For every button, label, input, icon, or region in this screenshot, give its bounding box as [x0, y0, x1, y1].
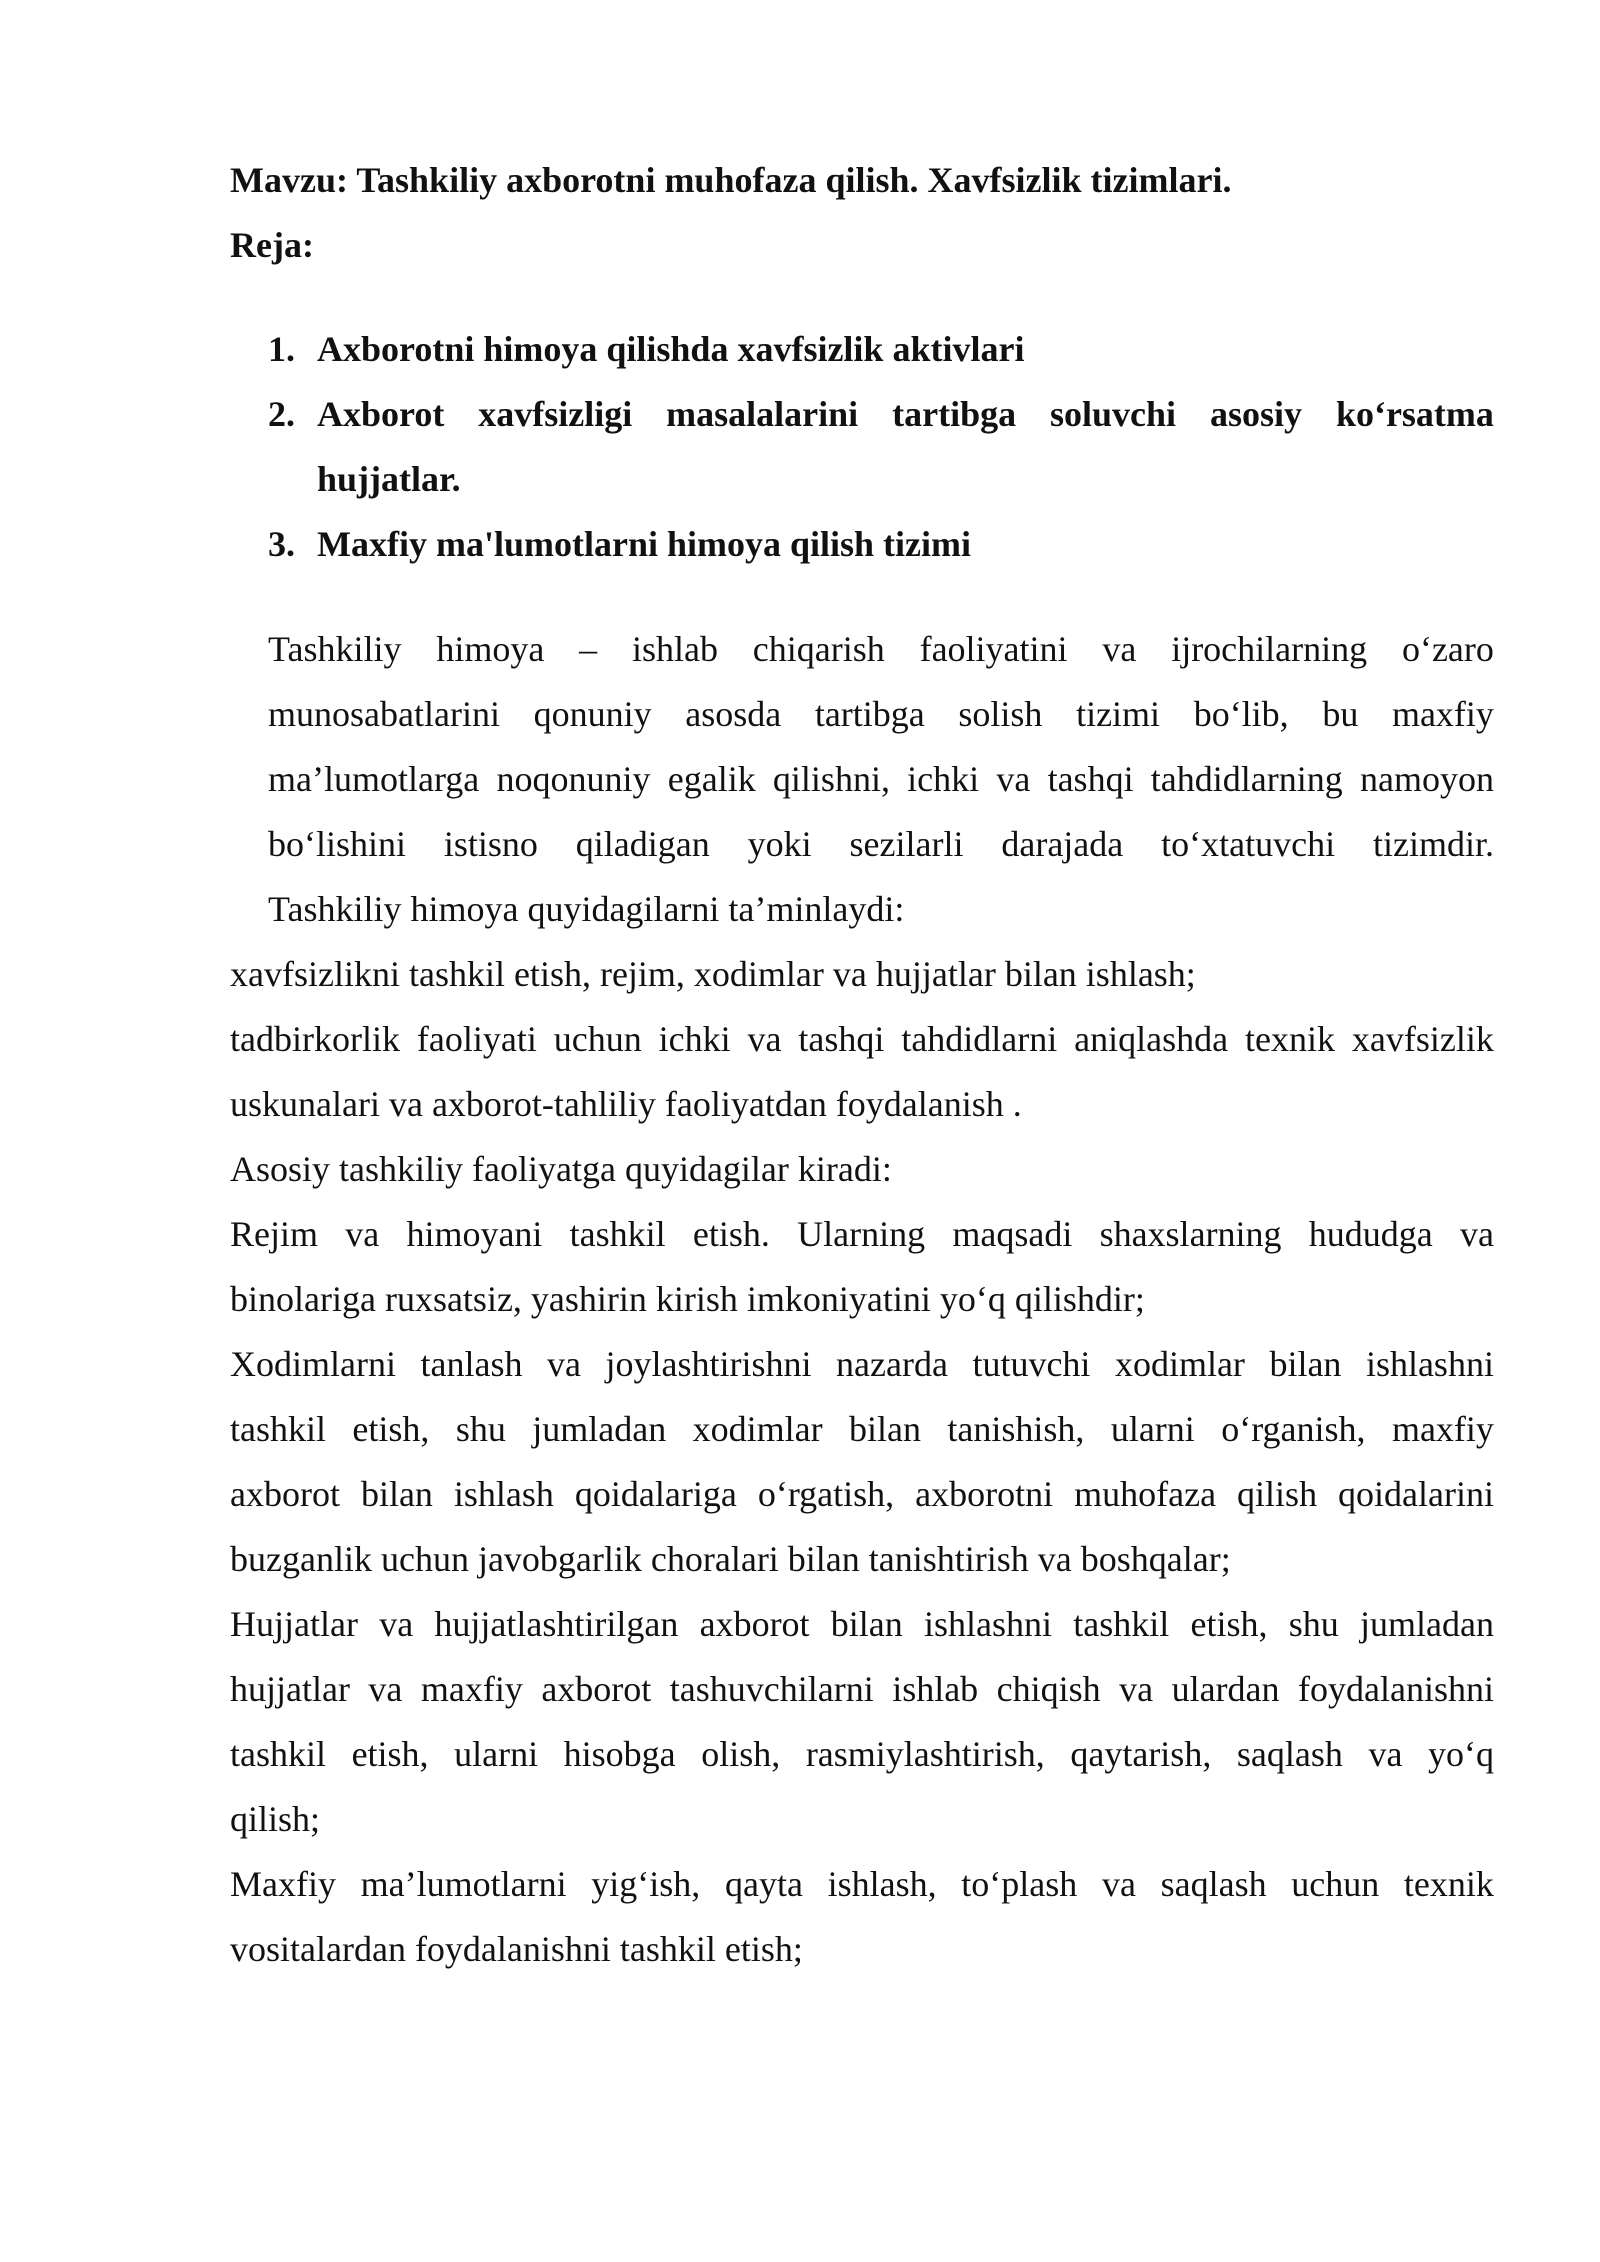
- word: maxfiy: [1391, 694, 1494, 734]
- word: hujjatlar: [230, 1669, 350, 1709]
- word: va: [996, 759, 1031, 799]
- word: tahdidlarni: [901, 1019, 1058, 1059]
- word: tartibga: [892, 394, 1017, 434]
- word: egalik: [667, 759, 756, 799]
- word: ichki: [658, 1019, 731, 1059]
- word: sezilarli: [849, 824, 964, 864]
- word: qaytarish,: [1070, 1734, 1212, 1774]
- word: va: [547, 1344, 581, 1384]
- word: etish,: [1190, 1604, 1268, 1644]
- plan-item: [268, 317, 1494, 382]
- word: va: [379, 1604, 414, 1644]
- word: axborot: [699, 1604, 810, 1644]
- word: himoya: [436, 629, 545, 669]
- word: saqlash: [1236, 1734, 1343, 1774]
- word: texnik: [1403, 1864, 1494, 1904]
- word: to‘xtatuvchi: [1161, 824, 1336, 864]
- word: rasmiylashtirish,: [805, 1734, 1045, 1774]
- word: ishlab: [631, 629, 718, 669]
- word: ulardan: [1171, 1669, 1280, 1709]
- word: yig‘ish,: [591, 1864, 701, 1904]
- word: jumladan: [532, 1409, 667, 1449]
- word: –: [579, 629, 598, 669]
- word: qoidalariga: [574, 1474, 737, 1514]
- plan-item-number: 2.: [268, 394, 295, 434]
- word: tashqi: [1047, 759, 1134, 799]
- body-line: [230, 1007, 1494, 1072]
- word: istisno: [443, 824, 538, 864]
- word: bilan: [849, 1409, 921, 1449]
- word: ishlashni: [924, 1604, 1053, 1644]
- plan-item-text: hujjatlar.: [317, 459, 461, 499]
- word: tashuvchilarni: [669, 1669, 874, 1709]
- body-line: [230, 1462, 1494, 1527]
- intro-line: [268, 812, 1494, 877]
- body-line: Asosiy tashkiliy faoliyatga quyidagilar kiradi:: [230, 1149, 892, 1189]
- word: qonuniy: [533, 694, 652, 734]
- word: joylashtirishni: [605, 1344, 812, 1384]
- word: va: [1119, 1669, 1154, 1709]
- word: xavfsizligi: [478, 394, 633, 434]
- word: ishlashni: [1365, 1344, 1494, 1384]
- word: tashkil: [569, 1214, 666, 1254]
- word: foydalanishni: [1298, 1669, 1494, 1709]
- body-line: [230, 1592, 1494, 1657]
- word: xavfsizlik: [1351, 1019, 1494, 1059]
- plan-list: [268, 317, 1494, 577]
- plan-item: [268, 512, 1494, 577]
- word: ma’lumotlarni: [360, 1864, 567, 1904]
- word: tashkil: [230, 1734, 326, 1774]
- intro-line: [268, 747, 1494, 812]
- word: Ularning: [797, 1214, 926, 1254]
- word: ularni: [454, 1734, 539, 1774]
- word: va: [747, 1019, 782, 1059]
- body-line: qilish;: [230, 1799, 321, 1839]
- word: asosda: [685, 694, 782, 734]
- word: tutuvchi: [972, 1344, 1091, 1384]
- plan-item-number: 3.: [268, 524, 295, 564]
- body-text: [230, 942, 1494, 1982]
- word: qoidalarini: [1338, 1474, 1494, 1514]
- word: bo‘lishini: [268, 824, 407, 864]
- word: faoliyatini: [919, 629, 1068, 669]
- word: qayta: [724, 1864, 803, 1904]
- body-line: buzganlik uchun javobgarlik choralari bilan tanishtirish va boshqalar;: [230, 1539, 1231, 1579]
- word: bilan: [360, 1474, 433, 1514]
- word: ishlab: [892, 1669, 979, 1709]
- word: asosiy: [1209, 394, 1303, 434]
- word: etish,: [351, 1734, 429, 1774]
- word: axborot: [541, 1669, 652, 1709]
- word: xodimlar: [1114, 1344, 1245, 1384]
- word: muhofaza: [1074, 1474, 1217, 1514]
- word: tanishish,: [947, 1409, 1085, 1449]
- word: qiladigan: [575, 824, 710, 864]
- word: va: [345, 1214, 380, 1254]
- word: saqlash: [1160, 1864, 1267, 1904]
- word: munosabatlarini: [268, 694, 500, 734]
- body-line: [230, 1332, 1494, 1397]
- word: yoki: [747, 824, 812, 864]
- word: solish: [958, 694, 1043, 734]
- body-line: [230, 1852, 1494, 1917]
- word: to‘plash: [961, 1864, 1078, 1904]
- word: va: [1459, 1214, 1494, 1254]
- word: uchun: [1291, 1864, 1380, 1904]
- plan-item-text: Maxfiy ma'lumotlarni himoya qilish tizimi: [317, 524, 971, 564]
- word: ishlash: [453, 1474, 554, 1514]
- word: bilan: [830, 1604, 903, 1644]
- word: Xodimlarni: [230, 1344, 396, 1384]
- word: ijrochilarning: [1171, 629, 1368, 669]
- word: tadbirkorlik: [230, 1019, 400, 1059]
- intro-line: Tashkiliy himoya quyidagilarni ta’minlaydi:: [268, 889, 905, 929]
- word: Hujjatlar: [230, 1604, 358, 1644]
- word: yo‘q: [1427, 1734, 1494, 1774]
- word: ularni: [1110, 1409, 1195, 1449]
- word: shu: [1288, 1604, 1339, 1644]
- word: olish,: [701, 1734, 781, 1774]
- word: tanlash: [420, 1344, 523, 1384]
- body-line: vositalardan foydalanishni tashkil etish;: [230, 1929, 803, 1969]
- word: Tashkiliy: [268, 629, 402, 669]
- plan-item-number: 1.: [268, 329, 295, 369]
- word: namoyon: [1359, 759, 1494, 799]
- word: ko‘rsatma: [1335, 394, 1494, 434]
- word: uchun: [553, 1019, 642, 1059]
- word: Rejim: [230, 1214, 318, 1254]
- word: maxfiy: [420, 1669, 523, 1709]
- word: tizimi: [1076, 694, 1161, 734]
- body-line: [230, 1722, 1494, 1787]
- word: Maxfiy: [230, 1864, 336, 1904]
- word: soluvchi: [1050, 394, 1177, 434]
- word: texnik: [1245, 1019, 1336, 1059]
- body-line: xavfsizlikni tashkil etish, rejim, xodimlar va hujjatlar bilan ishlash;: [230, 954, 1196, 994]
- word: maqsadi: [952, 1214, 1073, 1254]
- word: o‘zaro: [1401, 629, 1494, 669]
- word: o‘rganish,: [1221, 1409, 1366, 1449]
- word: darajada: [1001, 824, 1124, 864]
- word: tashkil: [1073, 1604, 1170, 1644]
- document-title: Mavzu: Tashkiliy axborotni muhofaza qilish. Xavfsizlik tizimlari.: [230, 160, 1232, 200]
- word: bu: [1322, 694, 1359, 734]
- body-line: [230, 1657, 1494, 1722]
- word: maxfiy: [1391, 1409, 1494, 1449]
- word: etish.: [692, 1214, 770, 1254]
- word: ma’lumotlarga: [268, 759, 480, 799]
- word: xodimlar: [692, 1409, 823, 1449]
- word: etish,: [352, 1409, 430, 1449]
- body-line: uskunalari va axborot-tahliliy faoliyatdan foydalanish .: [230, 1084, 1022, 1124]
- word: ishlash,: [827, 1864, 937, 1904]
- word: tashkil: [230, 1409, 326, 1449]
- word: jumladan: [1359, 1604, 1494, 1644]
- word: aniqlashda: [1074, 1019, 1229, 1059]
- word: bilan: [1269, 1344, 1342, 1384]
- word: tartibga: [814, 694, 925, 734]
- word: o‘rgatish,: [757, 1474, 895, 1514]
- word: va: [1101, 1864, 1136, 1904]
- word: axborotni: [915, 1474, 1054, 1514]
- word: qilishni,: [772, 759, 890, 799]
- word: va: [368, 1669, 403, 1709]
- word: shaxslarning: [1099, 1214, 1282, 1254]
- intro-line: [268, 682, 1494, 747]
- intro-line: [268, 617, 1494, 682]
- intro-paragraph: [268, 617, 1494, 942]
- word: tizimdir.: [1372, 824, 1494, 864]
- word: masalalarini: [666, 394, 859, 434]
- word: noqonuniy: [496, 759, 651, 799]
- plan-item: [268, 382, 1494, 512]
- word: shu: [455, 1409, 506, 1449]
- plan-item-text-justified: [317, 382, 1494, 447]
- document-content: [230, 148, 1494, 1982]
- plan-item-text: Axborotni himoya qilishda xavfsizlik aktivlari: [317, 329, 1025, 369]
- word: bo‘lib,: [1193, 694, 1289, 734]
- word: axborot: [230, 1474, 340, 1514]
- word: hududga: [1308, 1214, 1433, 1254]
- word: faoliyati: [416, 1019, 537, 1059]
- word: nazarda: [836, 1344, 948, 1384]
- body-line: [230, 1397, 1494, 1462]
- word: hujjatlashtirilgan: [434, 1604, 679, 1644]
- body-line: binolariga ruxsatsiz, yashirin kirish imkoniyatini yo‘q qilishdir;: [230, 1279, 1145, 1319]
- word: hisobga: [563, 1734, 676, 1774]
- word: himoyani: [406, 1214, 543, 1254]
- word: ichki: [907, 759, 980, 799]
- word: tahdidlarning: [1150, 759, 1343, 799]
- body-line: [230, 1202, 1494, 1267]
- plan-heading: Reja:: [230, 225, 314, 265]
- word: chiqish: [996, 1669, 1101, 1709]
- word: chiqarish: [752, 629, 885, 669]
- word: tashqi: [798, 1019, 885, 1059]
- word: qilish: [1237, 1474, 1318, 1514]
- word: va: [1368, 1734, 1403, 1774]
- word: Axborot: [317, 394, 445, 434]
- word: va: [1102, 629, 1137, 669]
